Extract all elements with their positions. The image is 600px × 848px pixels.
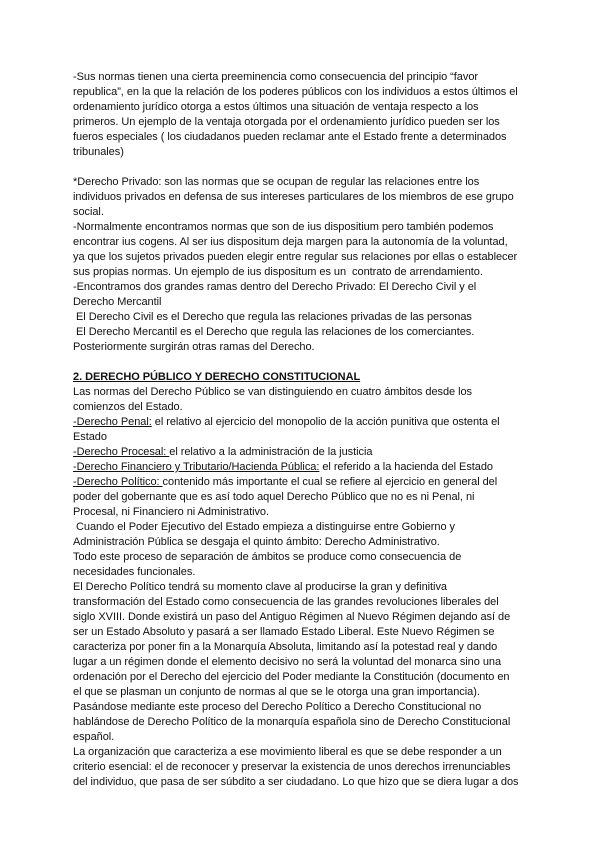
text-line — [73, 745, 543, 760]
line-text: Posteriormente surgirán otras ramas del Derecho. — [73, 341, 315, 353]
text-line — [73, 355, 543, 370]
text-line — [73, 325, 543, 340]
line-text: individuos privados en defensa de sus intereses particulares de los miembros de ese grupo — [73, 191, 514, 203]
text-line — [73, 445, 543, 460]
text-line — [73, 280, 543, 295]
line-text: hablándose de Derecho Político de la monarquía española sino de Derecho Constitucional — [73, 716, 511, 728]
line-text: Derecho Mercantil — [73, 296, 162, 308]
line-text: lugar a un régimen donde el elemento decisivo no será la voluntad del monarca sino una — [73, 656, 502, 668]
text-line — [73, 430, 543, 445]
line-text: El Derecho Civil es el Derecho que regula las relaciones privadas de las personas — [73, 311, 472, 323]
line-text: Pasándose mediante este proceso del Derecho Político a Derecho Constitucional no — [73, 701, 482, 713]
section-heading-text: 2. DERECHO PÚBLICO Y DERECHO CONSTITUCIONAL — [73, 371, 361, 383]
underlined-term: -Derecho Financiero y Tributario/Hacienda Pública: — [73, 461, 320, 473]
text-line — [73, 460, 543, 475]
text-line — [73, 130, 543, 145]
line-text: fueros especiales ( los ciudadanos pueden reclamar ante el Estado frente a determinados — [73, 131, 507, 143]
text-line — [73, 595, 543, 610]
line-text: republica”, en la que la relación de los poderes públicos con los individuos a estos últimos el — [73, 86, 518, 98]
line-text: encontrar ius cogens. Al ser ius dispositum deja margen para la autonomía de la voluntad, — [73, 236, 508, 248]
text-line — [73, 385, 543, 400]
text-line — [73, 730, 543, 745]
text-line — [73, 295, 543, 310]
line-text: el referido a la hacienda del Estado — [319, 461, 494, 473]
text-line — [73, 340, 543, 355]
text-line — [73, 205, 543, 220]
line-text: español. — [73, 731, 115, 743]
line-text: ordenamiento jurídico otorga a estos últimos una situación de ventaja respecto a los — [73, 101, 479, 113]
text-line — [73, 685, 543, 700]
line-text: el que se plasman un conjunto de normas al que se le otorga una gran importancia). — [73, 686, 480, 698]
line-text: criterio esencial: el de reconocer y preservar la existencia de unos derechos irrenunciables — [73, 761, 511, 773]
line-text: El Derecho Político tendrá su momento clave al producirse la gran y definitiva — [73, 581, 447, 593]
line-text: social. — [73, 206, 104, 218]
line-text: Cuando el Poder Ejecutivo del Estado empieza a distinguirse entre Gobierno y — [73, 521, 455, 533]
text-line — [73, 85, 543, 100]
underlined-term: -Derecho Procesal: — [73, 446, 170, 458]
text-line — [73, 670, 543, 685]
text-line — [73, 190, 543, 205]
line-text: -Sus normas tienen una cierta preeminencia como consecuencia del principio “favor — [73, 71, 478, 83]
text-line — [73, 715, 543, 730]
text-line — [73, 115, 543, 130]
text-line — [73, 145, 543, 160]
line-text: Las normas del Derecho Público se van distinguiendo en cuatro ámbitos desde los — [73, 386, 473, 398]
text-line — [73, 700, 543, 715]
document-page — [73, 70, 543, 790]
line-text: ordenación por el Derecho del ejercicio del Poder mediante la Constitución (documento en — [73, 671, 510, 683]
section-heading — [73, 370, 543, 385]
line-text: La organización que caracteriza a ese movimiento liberal es que se debe responder a un — [73, 746, 502, 758]
line-text: comienzos del Estado. — [73, 401, 183, 413]
text-line — [73, 160, 543, 175]
text-line — [73, 310, 543, 325]
line-text: poder del gobernante que es así todo aquel Derecho Público que no es ni Penal, ni — [73, 491, 475, 503]
underlined-term: -Derecho Penal: — [73, 416, 152, 428]
text-line — [73, 760, 543, 775]
line-text: necesidades funcionales. — [73, 566, 196, 578]
text-line — [73, 640, 543, 655]
text-line — [73, 535, 543, 550]
text-line — [73, 550, 543, 565]
line-text: del individuo, que pasa de ser súbdito a ser ciudadano. Lo que hizo que se diera lugar a dos — [73, 776, 519, 788]
text-line — [73, 475, 543, 490]
line-text: Procesal, ni Financiero ni Administrativo. — [73, 506, 269, 518]
text-line — [73, 565, 543, 580]
text-line — [73, 415, 543, 430]
line-text: ser un Estado Absoluto y pasará a ser llamado Estado Liberal. Este Nuevo Régimen se — [73, 626, 495, 638]
text-line — [73, 775, 543, 790]
line-text: tribunales) — [73, 146, 124, 158]
line-text: el relativo a la administración de la justicia — [169, 446, 373, 458]
line-text: ya que los sujetos privados pueden elegir entre regular sus relaciones por ellas o establecer — [73, 251, 518, 263]
text-line — [73, 625, 543, 640]
line-text: Administración Pública se desgaja el quinto ámbito: Derecho Administrativo. — [73, 536, 440, 548]
line-text: sus propias normas. Un ejemplo de ius dispositum es un contrato de arrendamiento. — [73, 266, 483, 278]
text-line — [73, 250, 543, 265]
text-line — [73, 400, 543, 415]
text-line — [73, 175, 543, 190]
line-text: *Derecho Privado: son las normas que se ocupan de regular las relaciones entre los — [73, 176, 480, 188]
line-text: Estado — [73, 431, 107, 443]
text-line — [73, 580, 543, 595]
text-line — [73, 70, 543, 85]
text-line — [73, 265, 543, 280]
text-line — [73, 220, 543, 235]
line-text: caracteriza por poner fin a la Monarquía Absoluta, limitando así la potestad real y dando — [73, 641, 498, 653]
text-line — [73, 610, 543, 625]
line-text: siglo XVIII. Donde existirá un paso del Antiguo Régimen al Nuevo Régimen dejando así de — [73, 611, 511, 623]
line-text: contenido más importante el cual se refiere al ejercicio en general del — [162, 476, 498, 488]
underlined-term: -Derecho Político: — [73, 476, 163, 488]
text-line — [73, 520, 543, 535]
line-text: -Normalmente encontramos normas que son de ius dispositium pero también podemos — [73, 221, 494, 233]
text-line — [73, 655, 543, 670]
line-text: el relativo al ejercicio del monopolio de la acción punitiva que ostenta el — [151, 416, 500, 428]
line-text: Todo este proceso de separación de ámbitos se produce como consecuencia de — [73, 551, 462, 563]
text-line — [73, 100, 543, 115]
line-text: -Encontramos dos grandes ramas dentro del Derecho Privado: El Derecho Civil y el — [73, 281, 477, 293]
line-text: El Derecho Mercantil es el Derecho que regula las relaciones de los comerciantes. — [73, 326, 475, 338]
text-line — [73, 490, 543, 505]
text-line — [73, 235, 543, 250]
text-line — [73, 505, 543, 520]
line-text: transformación del Estado como consecuencia de las grandes revoluciones liberales del — [73, 596, 499, 608]
line-text: primeros. Un ejemplo de la ventaja otorgada por el ordenamiento jurídico pueden ser los — [73, 116, 500, 128]
